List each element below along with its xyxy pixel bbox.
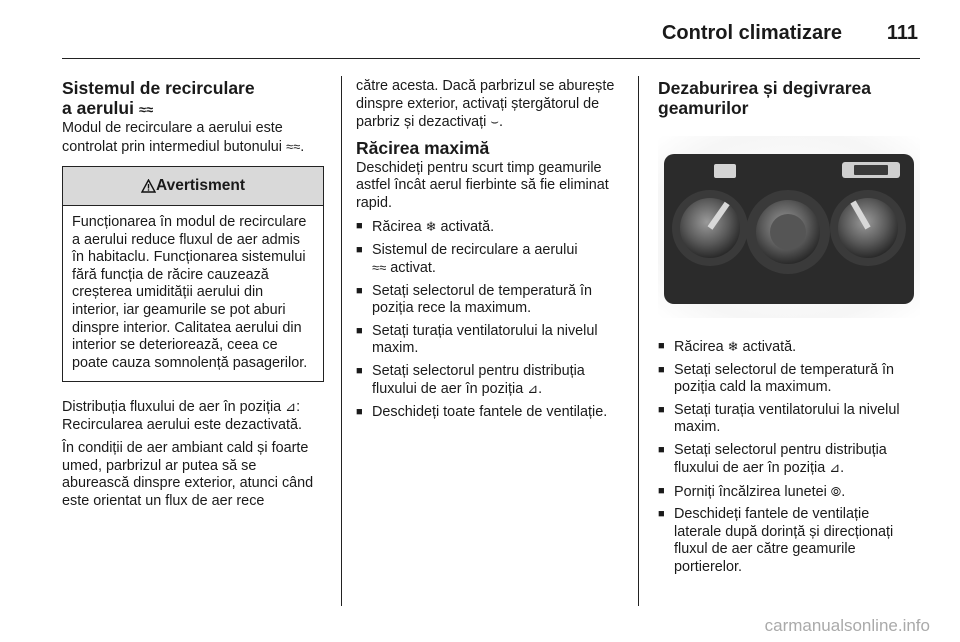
- header-rule: [62, 58, 920, 59]
- list-item: ■ Setați turația ventilatorului la nivelul maxim.: [658, 402, 920, 437]
- list-item: ■ Deschideți fantele de ventilație laterale după dorință și direcționați fluxul de aer către geamurile portierelor.: [658, 506, 920, 576]
- list-item: ■ Deschideți toate fantele de ventilație.: [356, 404, 622, 422]
- page-number: 111: [886, 22, 918, 44]
- bullet-list: [356, 218, 622, 421]
- section-heading: Răcirea maximă: [356, 137, 490, 158]
- climate-control-panel-image: [658, 136, 920, 318]
- warning-box: [62, 166, 324, 382]
- column-divider: [638, 76, 639, 606]
- warning-title: Avertisment: [155, 177, 245, 195]
- temperature-knob: [672, 190, 748, 266]
- paragraph: către acesta. Dacă parbrizul se aburește dinspre exterior, activați ștergătorul de parbriz și dezactivați ⌣.: [356, 78, 615, 130]
- column-2: [356, 78, 622, 421]
- recirculation-icon: ≈≈: [285, 138, 301, 154]
- windscreen-feet-icon: ⊿: [829, 460, 841, 475]
- recirculation-icon: ≈≈: [138, 102, 154, 117]
- list-item: ■ Setați selectorul pentru distribuția fluxului de aer în poziția ⊿.: [356, 363, 622, 399]
- wiper-icon: ⌣: [490, 114, 499, 129]
- list-item: ■ Setați turația ventilatorului la nivelul maxim.: [356, 323, 622, 358]
- list-item: ■ Răcirea ❄ activată.: [356, 218, 622, 237]
- windscreen-feet-icon: ⊿: [285, 399, 297, 415]
- warning-header: [63, 167, 323, 206]
- column-1: [62, 78, 324, 516]
- list-item: ■ Răcirea ❄ activată.: [658, 338, 920, 357]
- list-item: ■ Sistemul de recirculare a aerului ≈≈ activat.: [356, 242, 622, 278]
- section-heading: Dezaburirea și degivrarea geamurilor: [658, 78, 872, 118]
- paragraph: Deschideți pentru scurt timp geamurile astfel încât aerul fierbinte să fie eliminat rapid.: [356, 159, 609, 211]
- recirculation-icon: ≈≈: [372, 260, 387, 275]
- bullet-list: [658, 338, 920, 576]
- section-heading: Sistemul de recirculare a aerului ≈≈: [62, 78, 255, 118]
- face-vent-icon: ⊿: [527, 381, 539, 396]
- snowflake-icon: ❄: [727, 339, 739, 354]
- snowflake-icon: ❄: [425, 219, 437, 234]
- watermark: carmanualsonline.info: [764, 616, 930, 635]
- paragraph: Modul de recirculare a aerului este controlat prin intermediul butonului ≈≈.: [62, 120, 305, 155]
- warning-triangle-icon: [141, 179, 156, 193]
- column-divider: [341, 76, 342, 606]
- column-3: [658, 78, 920, 576]
- distribution-knob: [830, 190, 906, 266]
- list-item: ■ Setați selectorul de temperatură în poziția cald la maximum.: [658, 362, 920, 397]
- rear-window-heating-icon: ⦾: [830, 483, 842, 499]
- warning-text: Funcționarea în modul de recirculare a aerului reduce fluxul de aer admis în habitaclu. Funcționarea sistemului fără funcția de răcire cauzează creșterea umidității aerului din interior, iar geamurile se pot aburi dinspre interior. Calitatea aerului din interior se deteriorează, ceea ce poate cauza somnolență pasagerilor.: [72, 214, 308, 371]
- list-item: ■ Setați selectorul pentru distribuția fluxului de aer în poziția ⊿.: [658, 442, 920, 478]
- fan-knob: [746, 190, 830, 274]
- page-title: Control climatizare: [661, 22, 842, 44]
- paragraph: În condiții de aer ambiant cald și foarte umed, parbrizul ar putea să se aburească dinspre exterior, atunci când este orientat un flux de aer rece: [62, 440, 314, 509]
- paragraph: Distribuția fluxului de aer în poziția ⊿: Recircularea aerului este dezactivată.: [62, 399, 302, 433]
- list-item: ■ Setați selectorul de temperatură în poziția rece la maximum.: [356, 283, 622, 318]
- list-item: ■ Porniți încălzirea lunetei ⦾.: [658, 483, 920, 502]
